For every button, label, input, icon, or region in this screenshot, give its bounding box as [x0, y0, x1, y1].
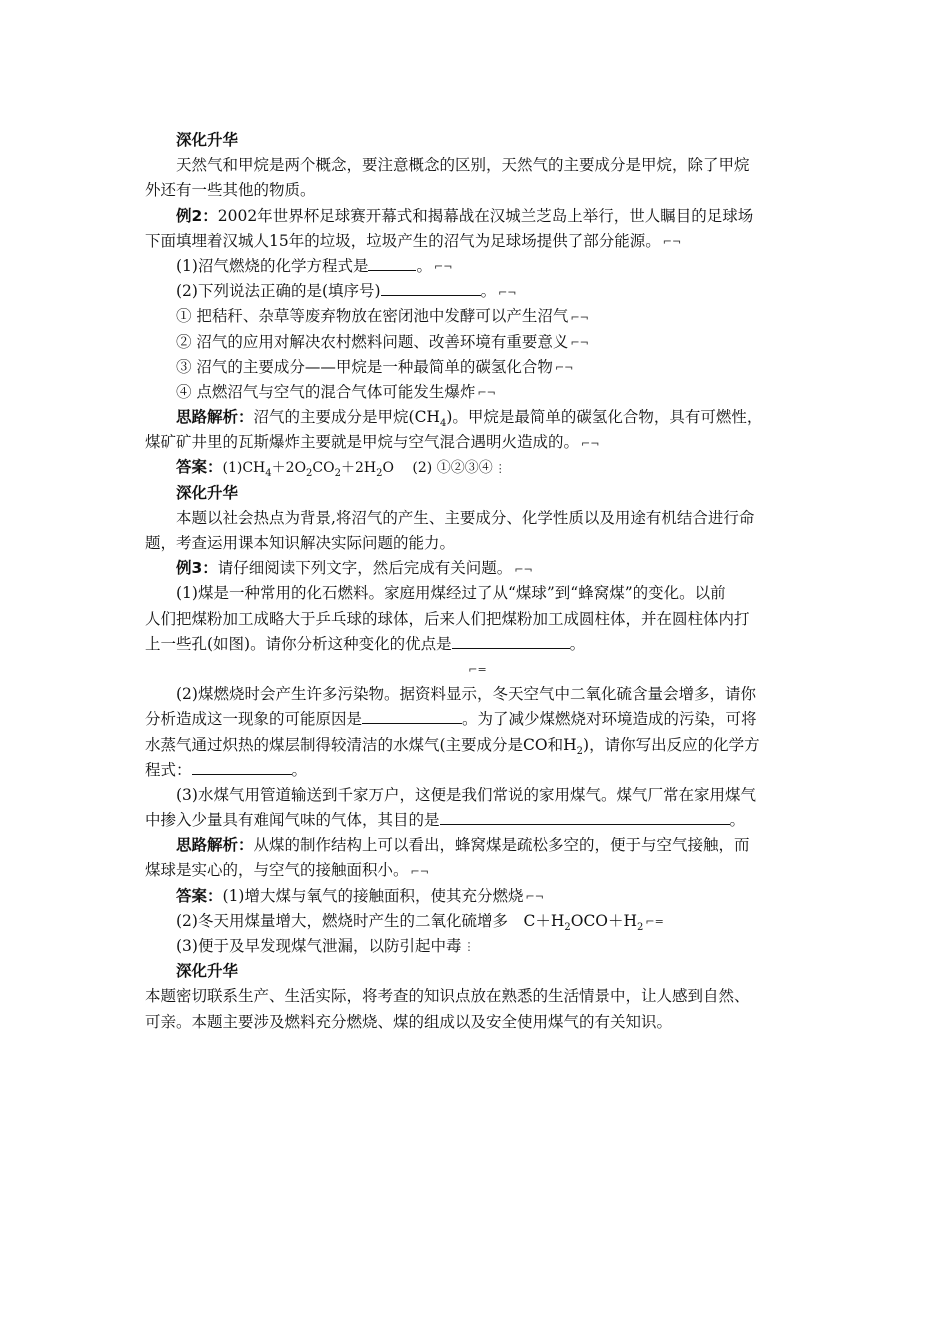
paragraph-mark-icon: ⌐¬ — [477, 386, 496, 400]
section-heading-3: 深化升华 — [176, 962, 239, 981]
analysis-line — [145, 405, 810, 430]
option-line — [145, 304, 810, 329]
question-line: (1)煤是一种常用的化石燃料。家庭用煤经过了从“煤球”到“蜂窝煤”的变化。以前 — [176, 584, 726, 603]
question-text: 。 — [729, 811, 746, 830]
answer-blank — [381, 279, 481, 296]
analysis-label: 思路解析： — [176, 836, 254, 855]
subscript: 4 — [265, 468, 272, 480]
question-text: 。为了减少煤燃烧对环境造成的污染，可将 — [462, 710, 757, 729]
option-text: ① 把秸秆、杂草等废弃物放在密闭池中发酵可以产生沼气 — [176, 307, 569, 326]
option-line — [145, 330, 810, 355]
paragraph-mark-icon: ⌐¬ — [498, 285, 517, 299]
paragraph-mark-icon: ⌐¬ — [570, 335, 589, 349]
question-text: 上一些孔(如图)。请你分析这种变化的优点是 — [145, 634, 452, 653]
question-line: (3)水煤气用管道输送到千家万户，这便是我们常说的家用煤气。煤气厂常在家用煤气 — [176, 785, 756, 804]
question-text: 中掺入少量具有难闻气味的气体，其目的是 — [145, 811, 440, 830]
paragraph-mark-icon: ⌐¬ — [570, 310, 589, 324]
question-line — [145, 758, 810, 783]
answer-text: ＋2O — [271, 460, 307, 477]
paragraph-line: 本题以社会热点为背景,将沼气的产生、主要成分、化学性质以及用途有机结合进行命 — [176, 508, 755, 527]
analysis-text: 煤球是实心的，与空气的接触面积小。 — [145, 861, 409, 880]
paragraph-mark-icon: ⌐¬ — [581, 436, 600, 450]
question-line — [145, 707, 810, 732]
subscript: 2 — [576, 745, 584, 757]
paragraph-mark-icon: ⌐¬ — [514, 562, 533, 576]
line-break-mark-icon: ⋮ — [494, 461, 506, 475]
example-2-text: 2002年世界杯足球赛开幕式和揭幕战在汉城兰芝岛上举行，世人瞩目的足球场 — [217, 206, 754, 225]
example-3-label: 例3： — [176, 559, 218, 578]
answer-text: (1)增大煤与氧气的接触面积，使其充分燃烧 — [222, 886, 524, 905]
question-line: (2)煤燃烧时会产生许多污染物。据资料显示，冬天空气中二氧化硫含量会增多，请你 — [176, 685, 756, 704]
question-text: (1)沼气燃烧的化学方程式是 — [176, 256, 369, 275]
question-text: (2)下列说法正确的是(填序号) — [176, 282, 381, 301]
answer-label: 答案： — [176, 458, 223, 477]
paragraph-line: 外还有一些其他的物质。 — [145, 181, 316, 200]
example-3-line — [145, 556, 810, 581]
question-line — [145, 254, 810, 279]
question-text: 程式： — [145, 760, 192, 779]
answer-text: (2)冬天用煤量增大，燃烧时产生的二氧化硫增多 C＋H — [176, 911, 565, 930]
paragraph-line: 可亲。本题主要涉及燃料充分燃烧、煤的组成以及安全使用煤气的有关知识。 — [145, 1012, 673, 1031]
answer-blank — [362, 707, 462, 724]
answer-text: ＋2H — [341, 460, 377, 477]
analysis-label: 思路解析： — [176, 408, 254, 427]
subscript: 4 — [439, 418, 447, 430]
analysis-line — [145, 430, 810, 455]
example-2-line — [145, 204, 810, 229]
analysis-text: )。甲烷是最简单的碳氢化合物，具有可燃性， — [446, 408, 763, 427]
subscript: 2 — [637, 921, 644, 933]
option-text: ② 沼气的应用对解决农村燃料问题、改善环境有重要意义 — [176, 332, 569, 351]
answer-text: O (2) ①②③④ — [382, 460, 493, 477]
figure-placeholder-icon: ⌐= — [468, 662, 487, 676]
question-text: 。 — [569, 634, 586, 653]
option-line — [145, 355, 810, 380]
answer-text: O — [570, 911, 584, 930]
answer-text: (3)便于及早发现煤气泄漏，以防引起中毒 — [176, 937, 462, 955]
line-break-mark-icon: ⋮ — [463, 940, 475, 954]
question-line — [145, 632, 810, 657]
subscript: 2 — [306, 468, 313, 480]
analysis-text: 沼气的主要成分是甲烷(CH — [253, 408, 440, 427]
document-page — [145, 128, 810, 1035]
paragraph-mark-icon: ⌐¬ — [525, 890, 544, 904]
paragraph-line: 本题密切联系生产、生活实际，将考查的知识点放在熟悉的生活情景中，让人感到自然、 — [145, 987, 750, 1006]
example-2-label: 例2： — [176, 206, 218, 225]
question-text: 水蒸气通过炽热的煤层制得较清洁的水煤气(主要成分是CO和H — [145, 735, 577, 754]
option-text: ③ 沼气的主要成分——甲烷是一种最简单的碳氢化合物 — [176, 357, 553, 376]
paragraph-mark-icon: ⌐¬ — [662, 235, 682, 249]
answer-line — [145, 909, 810, 934]
subscript: 2 — [564, 921, 571, 933]
section-heading-2: 深化升华 — [176, 483, 239, 502]
question-text: 。 — [291, 760, 308, 779]
answer-text: CO — [312, 460, 335, 477]
analysis-line — [145, 858, 810, 883]
question-text: 分析造成这一现象的可能原因是 — [145, 710, 363, 729]
option-text: ④ 点燃沼气与空气的混合气体可能发生爆炸 — [176, 382, 476, 401]
question-line — [145, 279, 810, 304]
answer-line — [145, 455, 810, 480]
question-line — [145, 808, 810, 833]
answer-line — [145, 884, 810, 909]
example-2-line — [145, 229, 810, 254]
question-text: )，请你写出反应的化学方 — [583, 735, 760, 754]
example-2-text: 下面填埋着汉城人15年的垃圾，垃圾产生的沼气为足球场提供了部分能源。 — [145, 231, 661, 250]
question-line — [145, 733, 810, 758]
paragraph-line: 天然气和甲烷是两个概念，要注意概念的区别，天然气的主要成分是甲烷，除了甲烷 — [176, 156, 750, 175]
paragraph-mark-icon: ⌐¬ — [410, 864, 429, 878]
answer-text: (1)CH — [222, 460, 266, 477]
analysis-text: 煤矿矿井里的瓦斯爆炸主要就是甲烷与空气混合遇明火造成的。 — [145, 433, 580, 452]
example-3-text: 请仔细阅读下列文字，然后完成有关问题。 — [217, 559, 513, 578]
paragraph-mark-icon: ⌐¬ — [554, 361, 574, 375]
answer-blank — [192, 758, 292, 775]
answer-blank — [452, 632, 570, 649]
analysis-line — [145, 833, 810, 858]
subscript: 2 — [334, 468, 341, 480]
answer-blank — [368, 254, 416, 271]
section-heading-1: 深化升华 — [176, 131, 239, 149]
option-line — [145, 380, 810, 405]
analysis-text: 从煤的制作结构上可以看出，蜂窝煤是疏松多空的，便于与空气接触，而 — [253, 836, 750, 855]
answer-blank — [440, 808, 730, 825]
answer-label: 答案： — [176, 886, 223, 905]
figure-placeholder-icon: ⌐= — [645, 915, 664, 929]
subscript: 2 — [376, 468, 383, 480]
answer-line — [145, 934, 810, 959]
question-line: 人们把煤粉加工成略大于乒乓球的球体，后来人们把煤粉加工成圆柱体，并在圆柱体内打 — [145, 609, 750, 628]
paragraph-mark-icon: ⌐¬ — [433, 260, 453, 274]
question-text: 。 — [480, 282, 497, 301]
question-text: 。 — [416, 256, 432, 275]
paragraph-line: 题，考查运用课本知识解决实际问题的能力。 — [145, 534, 456, 552]
answer-text: CO＋H — [583, 911, 638, 930]
